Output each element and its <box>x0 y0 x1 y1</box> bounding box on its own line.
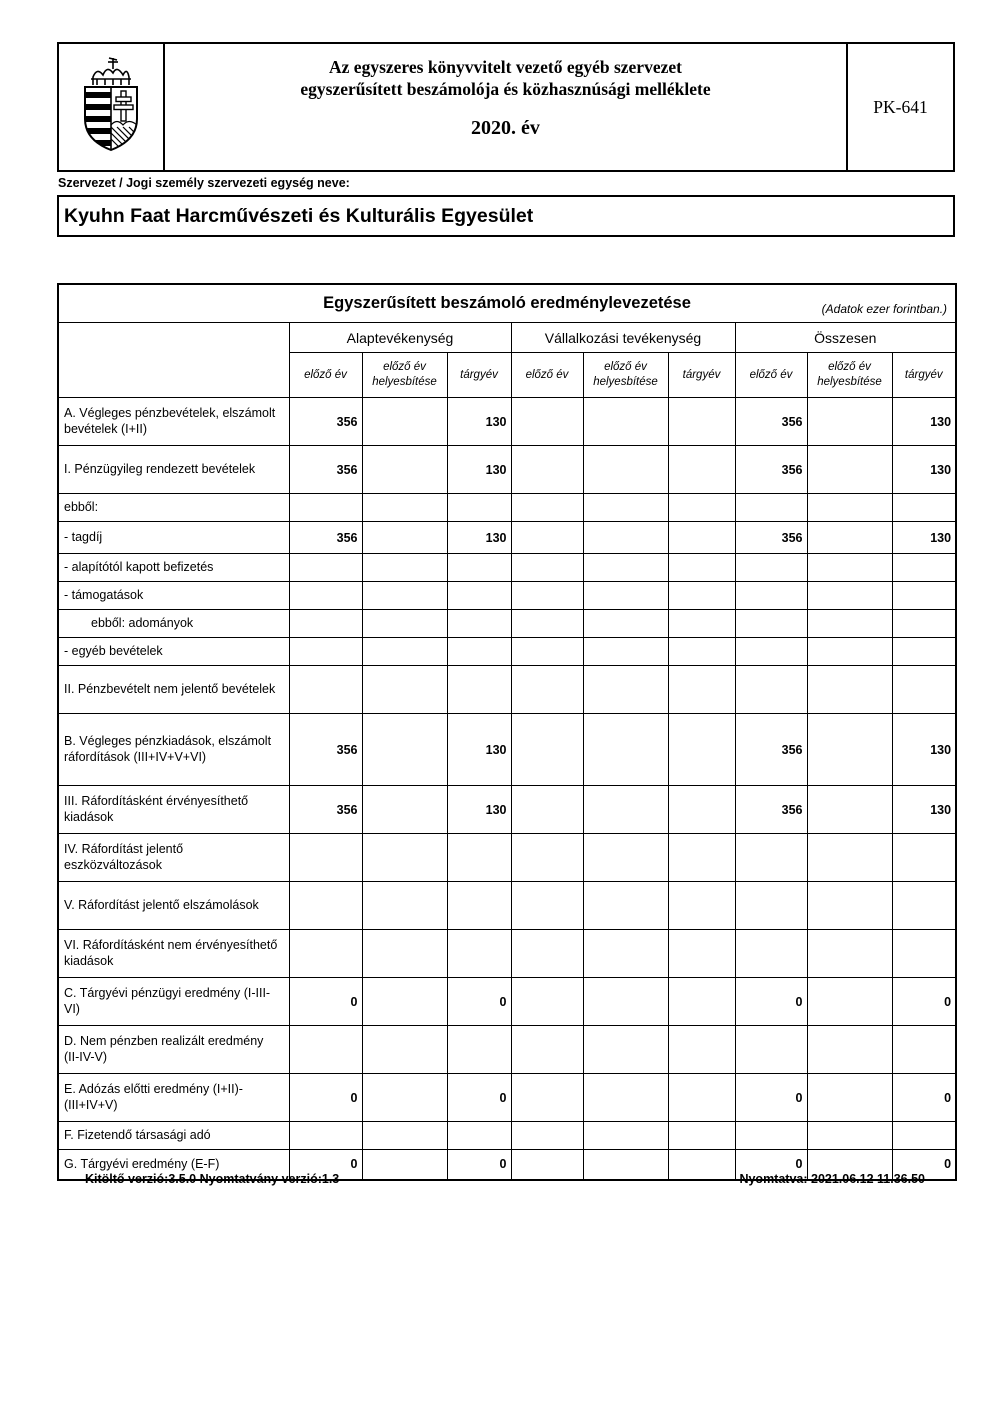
value-cell <box>583 930 668 978</box>
table-row <box>58 610 956 638</box>
value-cell <box>362 834 447 882</box>
value-cell <box>447 882 511 930</box>
subheader-elozo-ev: előző év <box>735 353 807 398</box>
value-cell <box>583 666 668 714</box>
value-cell <box>668 494 735 522</box>
value-cell <box>583 714 668 786</box>
value-cell <box>362 1026 447 1074</box>
value-cell <box>807 930 892 978</box>
value-cell <box>289 494 362 522</box>
value-cell: 130 <box>447 786 511 834</box>
value-cell <box>583 610 668 638</box>
org-name: Kyuhn Faat Harcművészeti és Kulturális Egyesület <box>64 204 534 227</box>
value-cell <box>668 1026 735 1074</box>
value-cell <box>447 582 511 610</box>
value-cell <box>892 1122 956 1150</box>
group-header-vallalkozasi-tevekenyseg: Vállalkozási tevékenység <box>511 323 735 353</box>
value-cell: 130 <box>892 522 956 554</box>
value-cell <box>289 666 362 714</box>
table-row <box>58 638 956 666</box>
value-cell <box>892 834 956 882</box>
value-cell <box>807 610 892 638</box>
value-cell <box>511 666 583 714</box>
hungarian-coat-of-arms-icon <box>75 55 147 159</box>
value-cell <box>668 1074 735 1122</box>
value-cell <box>807 398 892 446</box>
subheader-elozo-ev-helyesbitese: előző év helyesbítése <box>583 353 668 398</box>
value-cell <box>735 494 807 522</box>
value-cell <box>362 1122 447 1150</box>
value-cell <box>511 610 583 638</box>
value-cell: 356 <box>735 714 807 786</box>
row-label: C. Tárgyévi pénzügyi eredmény (I-III-VI) <box>58 978 289 1026</box>
form-code: PK-641 <box>846 44 953 170</box>
value-cell <box>289 930 362 978</box>
form-header <box>57 42 955 172</box>
subheader-elozo-ev: előző év <box>511 353 583 398</box>
row-label: VI. Ráfordításként nem érvényesíthető kiadások <box>58 930 289 978</box>
org-name-box <box>57 195 955 237</box>
value-cell <box>892 1026 956 1074</box>
logo-cell <box>59 44 165 170</box>
row-label: IV. Ráfordítást jelentő eszközváltozások <box>58 834 289 882</box>
table-row <box>58 978 956 1026</box>
table-row <box>58 714 956 786</box>
value-cell <box>447 610 511 638</box>
table-row <box>58 522 956 554</box>
value-cell <box>447 930 511 978</box>
value-cell <box>807 666 892 714</box>
value-cell <box>583 522 668 554</box>
table-row <box>58 834 956 882</box>
form-year: 2020. év <box>471 116 540 139</box>
row-label: A. Végleges pénzbevételek, elszámolt bevételek (I+II) <box>58 398 289 446</box>
value-cell: 0 <box>289 1150 362 1180</box>
value-cell <box>807 522 892 554</box>
row-label: - támogatások <box>58 582 289 610</box>
row-label: - alapítótól kapott befizetés <box>58 554 289 582</box>
value-cell: 0 <box>289 978 362 1026</box>
value-cell <box>583 1026 668 1074</box>
value-cell <box>892 554 956 582</box>
value-cell <box>447 1026 511 1074</box>
value-cell <box>735 610 807 638</box>
value-cell <box>583 978 668 1026</box>
value-cell <box>807 1026 892 1074</box>
value-cell <box>362 638 447 666</box>
group-header-osszesen: Összesen <box>735 323 956 353</box>
table-row <box>58 930 956 978</box>
value-cell <box>511 786 583 834</box>
value-cell <box>807 882 892 930</box>
value-cell: 356 <box>289 522 362 554</box>
value-cell <box>892 582 956 610</box>
value-cell <box>289 882 362 930</box>
value-cell <box>511 522 583 554</box>
value-cell <box>892 930 956 978</box>
value-cell <box>511 978 583 1026</box>
value-cell <box>583 882 668 930</box>
value-cell <box>668 714 735 786</box>
value-cell: 0 <box>447 1074 511 1122</box>
value-cell <box>807 1074 892 1122</box>
value-cell <box>362 398 447 446</box>
table-row <box>58 1026 956 1074</box>
value-cell: 356 <box>735 786 807 834</box>
value-cell <box>583 638 668 666</box>
value-cell <box>289 1026 362 1074</box>
table-row <box>58 666 956 714</box>
value-cell <box>511 714 583 786</box>
table-title-cell <box>58 284 956 323</box>
value-cell <box>362 714 447 786</box>
value-cell <box>583 582 668 610</box>
value-cell <box>447 638 511 666</box>
value-cell <box>511 446 583 494</box>
value-cell <box>362 522 447 554</box>
value-cell <box>735 882 807 930</box>
value-cell <box>892 638 956 666</box>
value-cell <box>511 1074 583 1122</box>
value-cell <box>447 666 511 714</box>
value-cell <box>289 1122 362 1150</box>
value-cell: 0 <box>447 978 511 1026</box>
table-title: Egyszerűsített beszámoló eredménylevezetése <box>323 294 691 312</box>
value-cell <box>807 554 892 582</box>
row-label: E. Adózás előtti eredmény (I+II)-(III+IV+V) <box>58 1074 289 1122</box>
table-row <box>58 882 956 930</box>
row-label: III. Ráfordításként érvényesíthető kiadások <box>58 786 289 834</box>
value-cell <box>668 522 735 554</box>
value-cell <box>583 834 668 882</box>
value-cell <box>362 610 447 638</box>
form-title-line1: Az egyszeres könyvvitelt vezető egyéb szervezet <box>329 57 682 77</box>
value-cell: 0 <box>892 978 956 1026</box>
value-cell <box>583 1074 668 1122</box>
value-cell: 130 <box>447 522 511 554</box>
row-label: G. Tárgyévi eredmény (E-F) <box>58 1150 289 1180</box>
value-cell <box>735 554 807 582</box>
value-cell <box>289 582 362 610</box>
group-header-alaptevekenyseg: Alaptevékenység <box>289 323 511 353</box>
value-cell <box>511 1122 583 1150</box>
value-cell <box>511 638 583 666</box>
value-cell: 356 <box>289 786 362 834</box>
subheader-targyev: tárgyév <box>892 353 956 398</box>
footer <box>57 1172 955 1186</box>
value-cell: 0 <box>289 1074 362 1122</box>
subheader-targyev: tárgyév <box>668 353 735 398</box>
table-row <box>58 398 956 446</box>
value-cell <box>807 978 892 1026</box>
row-label: I. Pénzügyileg rendezett bevételek <box>58 446 289 494</box>
unit-note: (Adatok ezer forintban.) <box>821 302 948 316</box>
subheader-elozo-ev-helyesbitese: előző év helyesbítése <box>807 353 892 398</box>
value-cell: 356 <box>289 398 362 446</box>
value-cell <box>362 786 447 834</box>
value-cell <box>289 554 362 582</box>
value-cell <box>668 786 735 834</box>
value-cell <box>583 1122 668 1150</box>
row-label: ebből: <box>58 494 289 522</box>
value-cell <box>447 1122 511 1150</box>
form-title-block <box>165 44 846 170</box>
corner-cell <box>58 323 289 398</box>
value-cell <box>807 494 892 522</box>
table-row <box>58 446 956 494</box>
value-cell: 356 <box>735 398 807 446</box>
value-cell <box>583 398 668 446</box>
value-cell: 0 <box>735 1074 807 1122</box>
value-cell <box>511 582 583 610</box>
value-cell <box>807 786 892 834</box>
row-label: - egyéb bevételek <box>58 638 289 666</box>
value-cell <box>668 834 735 882</box>
value-cell <box>668 398 735 446</box>
row-label: ebből: adományok <box>58 610 289 638</box>
table-row <box>58 1074 956 1122</box>
value-cell <box>362 582 447 610</box>
value-cell: 356 <box>289 446 362 494</box>
value-cell <box>511 494 583 522</box>
value-cell <box>735 638 807 666</box>
value-cell <box>668 554 735 582</box>
value-cell <box>807 446 892 494</box>
value-cell: 0 <box>892 1074 956 1122</box>
value-cell <box>511 1026 583 1074</box>
value-cell <box>735 1026 807 1074</box>
value-cell <box>668 666 735 714</box>
value-cell <box>362 554 447 582</box>
value-cell: 0 <box>892 1150 956 1180</box>
row-label: D. Nem pénzben realizált eredmény (II-IV-V) <box>58 1026 289 1074</box>
value-cell <box>447 494 511 522</box>
value-cell <box>668 930 735 978</box>
row-label: II. Pénzbevételt nem jelentő bevételek <box>58 666 289 714</box>
row-label: - tagdíj <box>58 522 289 554</box>
value-cell <box>892 610 956 638</box>
subheader-elozo-ev-helyesbitese: előző év helyesbítése <box>362 353 447 398</box>
value-cell: 356 <box>735 522 807 554</box>
table-row <box>58 582 956 610</box>
form-title-line2: egyszerűsített beszámolója és közhasznúsági melléklete <box>300 79 711 100</box>
table-row <box>58 554 956 582</box>
value-cell <box>892 882 956 930</box>
table-row <box>58 494 956 522</box>
group-header-row <box>58 323 956 353</box>
value-cell <box>447 834 511 882</box>
value-cell <box>735 1122 807 1150</box>
value-cell <box>668 978 735 1026</box>
value-cell: 130 <box>447 446 511 494</box>
value-cell <box>511 398 583 446</box>
value-cell <box>289 834 362 882</box>
value-cell: 130 <box>892 446 956 494</box>
value-cell <box>289 610 362 638</box>
value-cell <box>892 494 956 522</box>
value-cell: 130 <box>447 714 511 786</box>
value-cell: 130 <box>892 786 956 834</box>
value-cell: 356 <box>289 714 362 786</box>
value-cell <box>735 582 807 610</box>
value-cell <box>447 554 511 582</box>
footer-printed-timestamp: Nyomtatva: 2021.06.12 11.36.50 <box>739 1172 925 1186</box>
value-cell <box>583 494 668 522</box>
value-cell <box>362 930 447 978</box>
result-statement-table <box>57 283 957 1181</box>
value-cell <box>511 882 583 930</box>
value-cell: 0 <box>735 1150 807 1180</box>
value-cell: 0 <box>447 1150 511 1180</box>
value-cell <box>735 666 807 714</box>
value-cell: 0 <box>735 978 807 1026</box>
value-cell <box>668 610 735 638</box>
value-cell <box>807 834 892 882</box>
value-cell: 130 <box>447 398 511 446</box>
value-cell <box>892 666 956 714</box>
value-cell: 356 <box>735 446 807 494</box>
value-cell <box>362 446 447 494</box>
value-cell <box>807 1122 892 1150</box>
value-cell <box>807 714 892 786</box>
value-cell <box>668 582 735 610</box>
value-cell <box>668 446 735 494</box>
value-cell <box>289 638 362 666</box>
value-cell <box>511 554 583 582</box>
value-cell <box>362 882 447 930</box>
table-title-row <box>58 284 956 323</box>
value-cell <box>511 930 583 978</box>
value-cell <box>583 786 668 834</box>
value-cell <box>362 494 447 522</box>
value-cell <box>807 638 892 666</box>
subheader-elozo-ev: előző év <box>289 353 362 398</box>
value-cell <box>583 554 668 582</box>
org-name-label: Szervezet / Jogi személy szervezeti egység neve: <box>58 176 350 190</box>
value-cell <box>668 638 735 666</box>
subheader-targyev: tárgyév <box>447 353 511 398</box>
table-row <box>58 786 956 834</box>
value-cell <box>668 882 735 930</box>
value-cell <box>511 834 583 882</box>
row-label: V. Ráfordítást jelentő elszámolások <box>58 882 289 930</box>
footer-version-info: Kitöltő verzió:3.5.0 Nyomtatvány verzió:1.3 <box>85 1172 340 1186</box>
table-row <box>58 1122 956 1150</box>
value-cell <box>668 1122 735 1150</box>
value-cell <box>362 978 447 1026</box>
value-cell: 130 <box>892 398 956 446</box>
value-cell <box>583 446 668 494</box>
row-label: F. Fizetendő társasági adó <box>58 1122 289 1150</box>
row-label: B. Végleges pénzkiadások, elszámolt ráfordítások (III+IV+V+VI) <box>58 714 289 786</box>
value-cell <box>362 1074 447 1122</box>
value-cell <box>362 666 447 714</box>
value-cell <box>735 834 807 882</box>
value-cell <box>807 582 892 610</box>
value-cell: 130 <box>892 714 956 786</box>
value-cell <box>735 930 807 978</box>
